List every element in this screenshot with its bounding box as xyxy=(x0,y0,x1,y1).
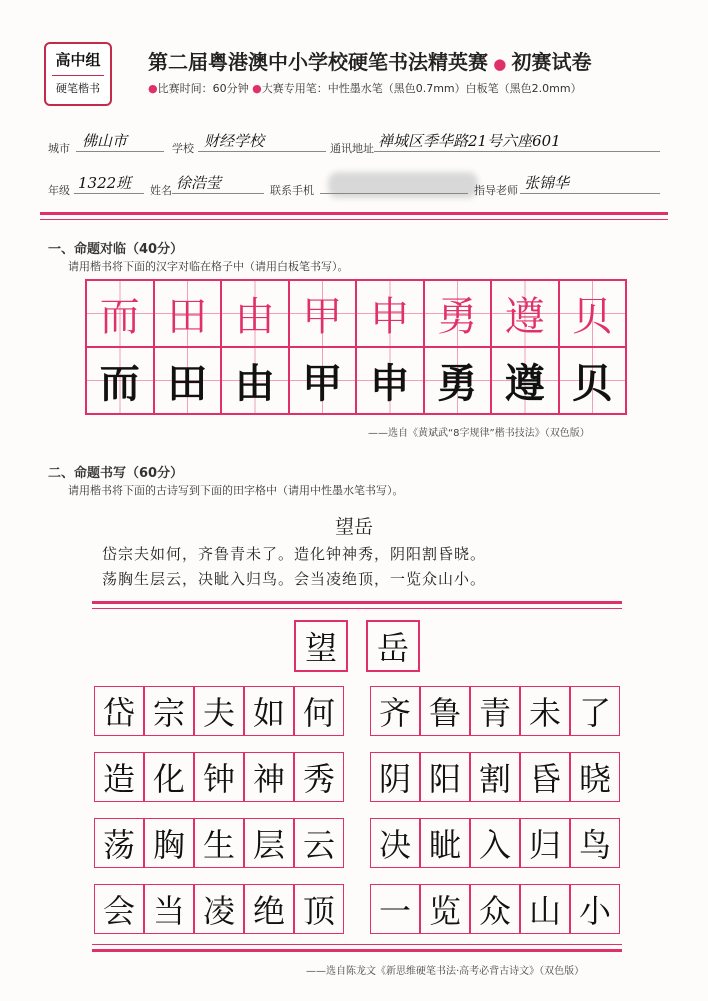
written-poem-char: 化 xyxy=(144,752,194,802)
meta-pens: 大赛专用笔：中性墨水笔（黑色0.7mm）白板笔（黑色2.0mm） xyxy=(261,82,582,95)
written-title-char: 岳 xyxy=(366,620,420,672)
section2-desc: 请用楷书将下面的古诗写到下面的田字格中（请用中性墨水笔书写）。 xyxy=(68,484,404,497)
written-poem-char: 层 xyxy=(244,818,294,868)
written-poem-char: 何 xyxy=(294,686,344,736)
written-poem-char: 昏 xyxy=(520,752,570,802)
model-char: 遵 xyxy=(491,280,559,347)
address-label: 通讯地址 xyxy=(330,142,374,155)
exam-meta: ●比赛时间：60分钟 ●大赛专用笔：中性墨水笔（黑色0.7mm）白板笔（黑色2.0mm） xyxy=(148,82,582,95)
written-poem-char: 小 xyxy=(570,884,620,934)
written-poem-char: 青 xyxy=(470,686,520,736)
written-poem-char: 秀 xyxy=(294,752,344,802)
written-poem-char: 鸟 xyxy=(570,818,620,868)
written-char: 由 xyxy=(221,347,289,414)
written-poem-char: 鲁 xyxy=(420,686,470,736)
written-char: 勇 xyxy=(424,347,492,414)
model-char: 田 xyxy=(154,280,222,347)
written-poem-char: 归 xyxy=(520,818,570,868)
phone-redacted xyxy=(328,172,478,198)
model-char: 勇 xyxy=(424,280,492,347)
divider xyxy=(92,944,622,945)
written-poem-char: 凌 xyxy=(194,884,244,934)
written-poem-char: 入 xyxy=(470,818,520,868)
divider xyxy=(40,219,668,220)
written-poem-char: 造 xyxy=(94,752,144,802)
written-title-char: 望 xyxy=(294,620,348,672)
teacher-value: 张锦华 xyxy=(524,174,570,192)
poem-title: 望岳 xyxy=(334,516,373,538)
grade-label: 年级 xyxy=(48,184,70,197)
written-poem-char: 钟 xyxy=(194,752,244,802)
city-label: 城市 xyxy=(48,142,70,155)
section1-title: 一、命题对临（40分） xyxy=(48,242,184,257)
address-value: 禅城区季华路21号六座601 xyxy=(378,132,561,150)
written-poem-char: 一 xyxy=(370,884,420,934)
school-value: 财经学校 xyxy=(204,132,265,150)
written-char: 遵 xyxy=(491,347,559,414)
section2-source: ——选自陈龙文《新思维硬笔书法·高考必背古诗文》（双色版） xyxy=(306,966,585,977)
written-char: 田 xyxy=(154,347,222,414)
model-char: 申 xyxy=(356,280,424,347)
written-poem-char: 阴 xyxy=(370,752,420,802)
written-poem-char: 如 xyxy=(244,686,294,736)
written-poem-char: 览 xyxy=(420,884,470,934)
name-label: 姓名 xyxy=(150,184,172,197)
written-poem-char: 宗 xyxy=(144,686,194,736)
meta-time: 比赛时间：60分钟 xyxy=(157,82,249,95)
written-poem-char: 神 xyxy=(244,752,294,802)
badge-group: 高中组 xyxy=(55,51,101,69)
written-poem-char: 顶 xyxy=(294,884,344,934)
poem-line-1: 岱宗夫如何，齐鲁青未了。造化钟神秀，阴阳割昏晓。 xyxy=(102,545,487,563)
written-char: 贝 xyxy=(559,347,627,414)
badge-style: 硬笔楷书 xyxy=(56,82,100,95)
written-char: 申 xyxy=(356,347,424,414)
model-char: 贝 xyxy=(559,280,627,347)
title-suffix: 初赛试卷 xyxy=(511,50,592,74)
divider xyxy=(40,212,668,215)
written-poem-char: 决 xyxy=(370,818,420,868)
group-badge xyxy=(44,42,112,106)
written-poem-char: 绝 xyxy=(244,884,294,934)
written-char: 而 xyxy=(86,347,154,414)
model-char: 由 xyxy=(221,280,289,347)
divider xyxy=(92,601,622,604)
school-label: 学校 xyxy=(172,142,194,155)
section1-source: ——选自《黄斌武“8字规律”楷书技法》（双色版） xyxy=(368,428,590,439)
grade-value: 1322班 xyxy=(78,174,132,192)
written-poem-char: 荡 xyxy=(94,818,144,868)
written-poem-char: 晓 xyxy=(570,752,620,802)
city-value: 佛山市 xyxy=(82,132,128,150)
written-poem-char: 众 xyxy=(470,884,520,934)
written-poem-char: 未 xyxy=(520,686,570,736)
written-poem-char: 云 xyxy=(294,818,344,868)
written-poem-char: 岱 xyxy=(94,686,144,736)
written-poem-char: 了 xyxy=(570,686,620,736)
written-poem-char: 夫 xyxy=(194,686,244,736)
phone-label: 联系手机 xyxy=(270,184,314,197)
written-poem-char: 割 xyxy=(470,752,520,802)
divider xyxy=(92,949,622,952)
written-poem-char: 眦 xyxy=(420,818,470,868)
written-poem-char: 胸 xyxy=(144,818,194,868)
section2-title: 二、命题书写（60分） xyxy=(48,466,184,481)
written-char: 甲 xyxy=(289,347,357,414)
model-char: 而 xyxy=(86,280,154,347)
written-poem-char: 生 xyxy=(194,818,244,868)
written-poem-char: 会 xyxy=(94,884,144,934)
poem-line-2: 荡胸生层云，决眦入归鸟。会当凌绝顶，一览众山小。 xyxy=(102,570,487,588)
written-poem-char: 阳 xyxy=(420,752,470,802)
divider xyxy=(92,608,622,609)
teacher-label: 指导老师 xyxy=(474,184,518,197)
page-title: 第二届粤港澳中小学校硬笔书法精英赛 ● 初赛试卷 xyxy=(148,50,592,74)
section1-desc: 请用楷书将下面的汉字对临在格子中（请用白板笔书写）。 xyxy=(68,260,349,273)
written-poem-char: 齐 xyxy=(370,686,420,736)
name-value: 徐浩莹 xyxy=(176,174,222,192)
model-char: 甲 xyxy=(289,280,357,347)
written-poem-char: 山 xyxy=(520,884,570,934)
written-poem-char: 当 xyxy=(144,884,194,934)
